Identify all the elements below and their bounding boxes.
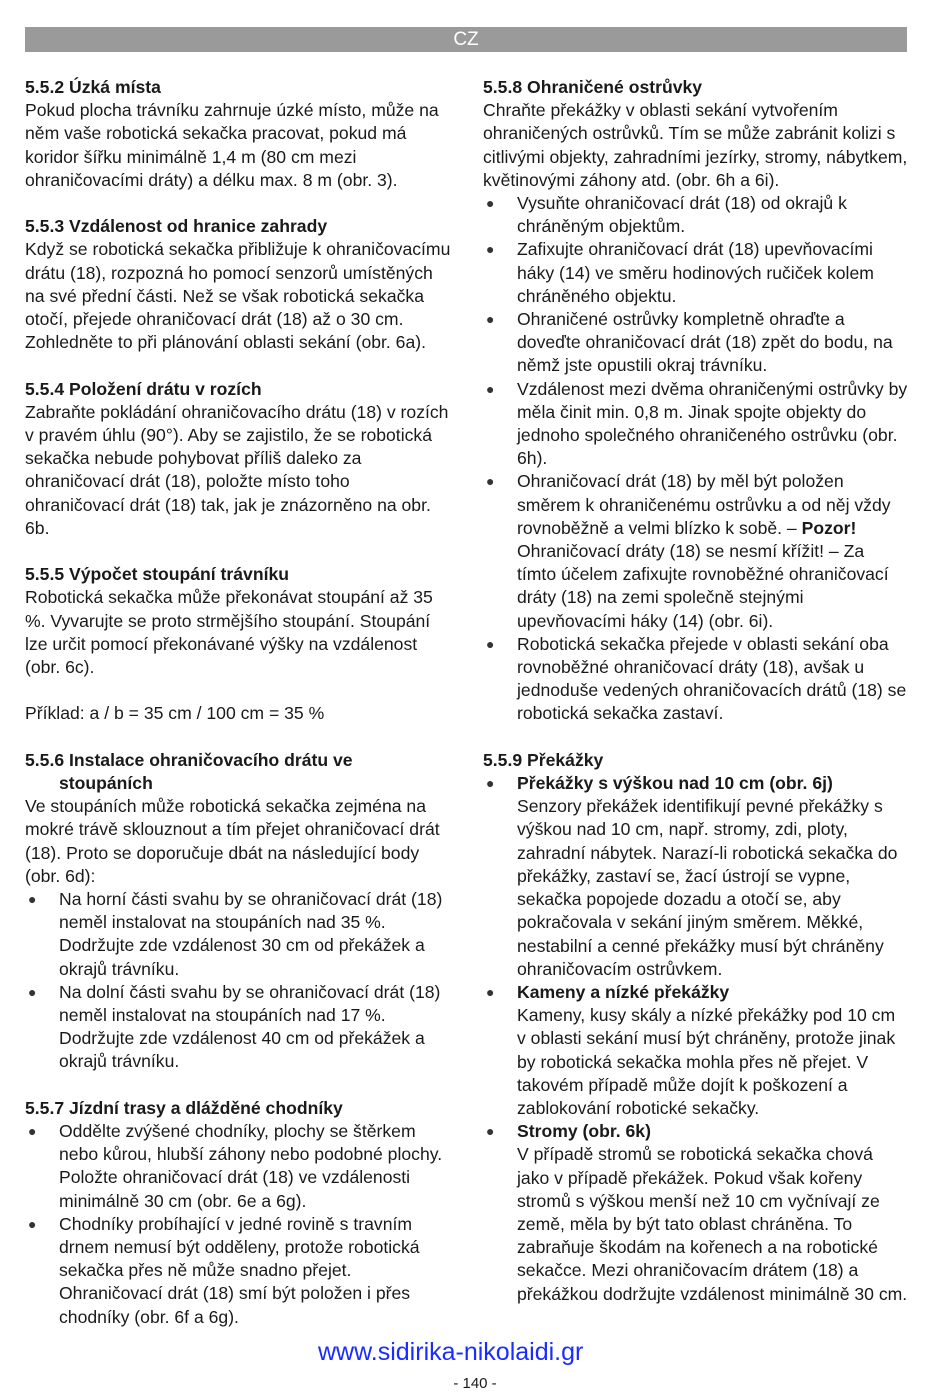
section-5-5-5 — [25, 563, 453, 725]
warning-label: Pozor! — [801, 517, 857, 538]
item-title: Překážky s výškou nad 10 cm (obr. 6j) — [517, 773, 833, 794]
section-body: Chraňte překážky v oblasti sekání vytvořením ohraničených ostrůvků. Tím se může zabránit kolizi s citlivými objekty, zahradními jezírky, stromy, nábytkem, květinovými záhony atd. (obr. 6h a 6i). — [483, 100, 908, 190]
item-body: Senzory překážek identifikují pevné překážky s výškou nad 10 cm, např. stromy, zdi, ploty, zahradní nábytek. Narazí-li robotická sekačka do překážky, zastaví se, žací ústrojí se vypne, sekačka popojede dozadu a otočí se, aby pokračovala v sekání jiným směrem. Měkké, nestabilní a cenné překážky musí být chráněny ohraničovacím ostrůvkem. — [517, 796, 898, 979]
list-item: ● Chodníky probíhající v jedné rovině s travním drnem nemusí být odděleny, protože robotická sekačka přes ně může snadno přejet. Ohraničovací drát (18) smí být položen i přes chodníky (obr. 6f a 6g). — [28, 1213, 420, 1327]
section-heading: 5.5.4 Položení drátu v rozích — [25, 378, 262, 399]
list-item: ● Na horní části svahu by se ohraničovací drát (18) neměl instalovat na stoupáních nad 35 %. Dodržujte zde vzdálenost 30 cm od překážek a okrajů trávníku. — [28, 889, 443, 979]
page-number: - 140 - — [453, 1375, 497, 1392]
bullet-icon: ● — [486, 311, 495, 328]
bullet-icon: ● — [486, 983, 495, 1000]
section-5-5-9 — [483, 749, 908, 1306]
list-item: ● Vzdálenost mezi dvěma ohraničenými ostrůvky by měla činit min. 0,8 m. Jinak spojte objekty do jednoho společného ohraničeného ostrůvku (obr. 6h). — [486, 378, 908, 469]
bullet-icon: ● — [486, 635, 495, 652]
list-item: ● Oddělte zvýšené chodníky, plochy se štěrkem nebo kůrou, hlubší záhony nebo podobné plochy. Položte ohraničovací drát (18) ve vzdálenosti minimálně 30 cm (obr. 6e a 6g). — [28, 1121, 443, 1211]
item-title: Kameny a nízké překážky — [517, 981, 730, 1002]
bullet-list — [483, 192, 908, 726]
section-body: Robotická sekačka může překonávat stoupání až 35 %. Vyvarujte se proto strmějšího stoupání. Stoupání lze určit pomocí překonávané výšky na vzdálenost (obr. 6c). — [25, 587, 433, 678]
section-5-5-7 — [25, 1097, 453, 1329]
bullet-icon: ● — [486, 241, 495, 258]
bullet-icon: ● — [486, 195, 495, 212]
section-5-5-3 — [25, 215, 453, 354]
section-heading: 5.5.9 Překážky — [483, 749, 604, 770]
bullet-icon: ● — [28, 891, 37, 908]
bullet-icon: ● — [28, 1215, 37, 1232]
section-body: Pokud plocha trávníku zahrnuje úzké místo, může na něm vaše robotická sekačka pracovat, pokud má koridor šířku minimálně 1,4 m (80 cm mezi ohraničovacími dráty) a délku max. 8 m (obr. 3). — [25, 100, 439, 190]
language-header-bar — [25, 27, 907, 52]
section-body: Zabraňte pokládání ohraničovacího drátu (18) v rozích v pravém úhlu (90°). Aby se zajistilo, že se robotická sekačka nebude pohybovat příliš daleko za ohraničovací drát (18), položte místo toho ohraničovací drát (18) tak, jak je znázorněno na obr. 6b. — [25, 401, 449, 538]
bullet-icon: ● — [486, 473, 495, 490]
bullet-icon: ● — [28, 983, 37, 1000]
section-heading: 5.5.3 Vzdálenost od hranice zahrady — [25, 216, 328, 237]
list-item: ● Robotická sekačka přejede v oblasti sekání oba rovnoběžné ohraničovací dráty (18), avšak u jednoduše vedených ohraničovacích drátů (18) se robotická sekačka zastaví. — [486, 633, 907, 724]
list-item: ● Na dolní části svahu by se ohraničovací drát (18) neměl instalovat na stoupáních nad 17 %. Dodržujte zde vzdálenost 40 cm od překážek a okrajů trávníku. — [28, 981, 441, 1072]
list-item — [483, 1120, 908, 1306]
section-heading: 5.5.6 Instalace ohraničovacího drátu ve — [25, 749, 353, 770]
list-item: ● Vysuňte ohraničovací drát (18) od okrajů k chráněným objektům. — [486, 193, 847, 237]
list-item: ● Zafixujte ohraničovací drát (18) upevňovacími háky (14) ve směru hodinových ručiček kolem chráněného objektu. — [486, 239, 874, 306]
example-formula: Příklad: a / b = 35 cm / 100 cm = 35 % — [25, 703, 325, 724]
list-item — [483, 981, 908, 1120]
item-title: Stromy (obr. 6k) — [517, 1121, 651, 1142]
left-column — [25, 76, 453, 1352]
bullet-list — [25, 888, 453, 1074]
section-5-5-8 — [483, 76, 908, 726]
item-body: V případě stromů se robotická sekačka chová jako v případě překážek. Pokud však kořeny stromů s výškou menší než 10 cm vyčnívají ze země, měla by být tato oblast chráněna. To zabraňuje škodám na kořenech a na robotické sekačce. Mezi ohraničovacím drátem (18) a překážkou dodržujte vzdálenost minimálně 30 cm. — [517, 1144, 908, 1304]
section-heading: 5.5.5 Výpočet stoupání trávníku — [25, 564, 289, 585]
bullet-icon: ● — [486, 380, 495, 397]
list-item — [483, 772, 908, 981]
section-5-5-2 — [25, 76, 453, 192]
section-heading: 5.5.7 Jízdní trasy a dlážděné chodníky — [25, 1097, 343, 1118]
watermark-url: www.sidirika-nikolaidi.gr — [318, 1338, 584, 1366]
section-heading: 5.5.2 Úzká místa — [25, 77, 161, 97]
bullet-list — [483, 772, 908, 1306]
section-5-5-6 — [25, 749, 453, 1074]
section-body: Když se robotická sekačka přibližuje k ohraničovacímu drátu (18), rozpozná ho pomocí senzorů umístěných na své přední části. Než se však robotická sekačka otočí, přejede ohraničovací drát (18) až o 30 cm. Zohledněte to při plánování oblasti sekání (obr. 6a). — [25, 239, 451, 353]
bullet-icon: ● — [486, 1123, 495, 1140]
bullet-list — [25, 1120, 453, 1329]
item-body: Kameny, kusy skály a nízké překážky pod 10 cm v oblasti sekání musí být chráněny, protože jinak by robotická sekačka mohla přes ně přejet. V takovém případě může dojít k poškození a zablokování robotické sekačky. — [517, 1005, 896, 1118]
right-column — [483, 76, 908, 1329]
list-item: ● Ohraničovací drát (18) by měl být položen směrem k ohraničenému ostrůvku a od něj vždy rovnoběžně a velmi blízko k sobě. – Pozor! Ohraničovací dráty (18) se nesmí křížit! – Za tímto účelem zafixujte rovnoběžné ohraničovací dráty (18) na zemi společně stejnými upevňovacími háky (14) (obr. 6i). — [486, 471, 891, 631]
bullet-icon: ● — [486, 775, 495, 792]
section-body: Ve stoupáních může robotická sekačka zejména na mokré trávě sklouznout a tím přejet ohraničovací drát (18). Proto se doporučuje dbát na následující body (obr. 6d): — [25, 796, 440, 886]
bullet-icon: ● — [28, 1123, 37, 1140]
section-heading: 5.5.8 Ohraničené ostrůvky — [483, 77, 703, 97]
language-code: CZ — [453, 29, 479, 50]
section-5-5-4 — [25, 378, 453, 540]
list-item: ● Ohraničené ostrůvky kompletně ohraďte a doveďte ohraničovací drát (18) zpět do bodu, na němž jste opustili okraj trávníku. — [486, 309, 893, 376]
section-heading-continued: stoupáních — [59, 773, 153, 794]
